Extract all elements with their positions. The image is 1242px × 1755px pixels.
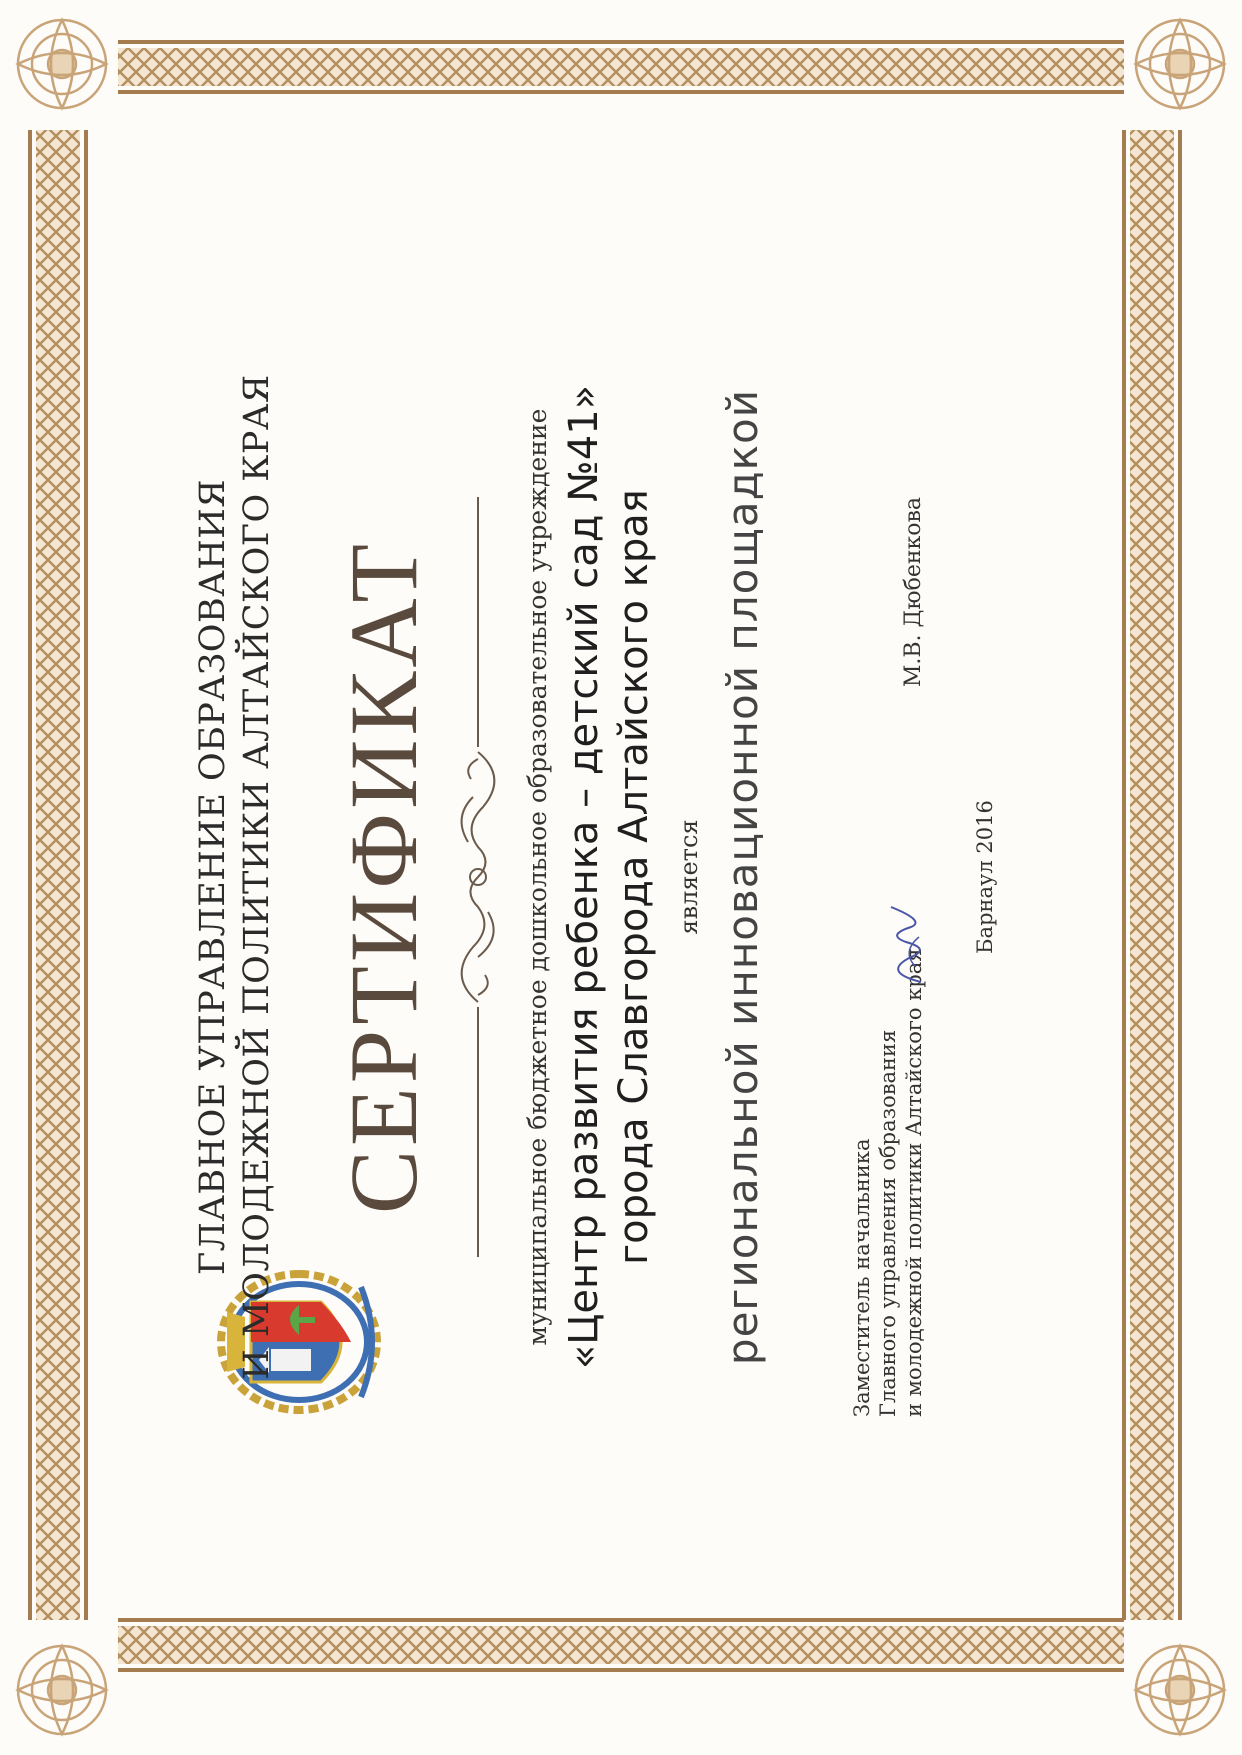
institution-name-line-1: «Центр развития ребенка – детский сад №41» xyxy=(561,384,607,1370)
signer-name: М.В. Дюбенкова xyxy=(901,497,926,688)
scroll-ornament-icon xyxy=(443,497,513,1257)
certificate-title: СЕРТИФИКАТ xyxy=(330,540,437,1214)
institution-type: муниципальное бюджетное дошкольное образовательное учреждение xyxy=(523,408,552,1346)
award-status: региональной инновационной площадкой xyxy=(718,388,767,1366)
authority-line-2: И МОЛОДЕЖНОЙ ПОЛИТИКИ АЛТАЙСКОГО КРАЯ xyxy=(237,374,277,1380)
is-word: является xyxy=(675,819,703,935)
signer-position-line-2: Главного управления образования xyxy=(876,1029,900,1417)
city-and-year: Барнаул 2016 xyxy=(973,800,997,954)
institution-name xyxy=(559,257,659,1497)
certificate-content xyxy=(181,257,1061,1497)
signer-position-line-3: и молодежной политики Алтайского края xyxy=(902,948,926,1417)
signer-position-line-1: Заместитель начальника xyxy=(850,1138,874,1417)
authority-line-1: ГЛАВНОЕ УПРАВЛЕНИЕ ОБРАЗОВАНИЯ xyxy=(193,478,233,1276)
signer-position xyxy=(849,948,927,1417)
handwritten-signature xyxy=(871,887,941,997)
issuing-authority xyxy=(191,337,279,1417)
institution-name-line-2: города Славгорода Алтайского края xyxy=(611,489,657,1265)
